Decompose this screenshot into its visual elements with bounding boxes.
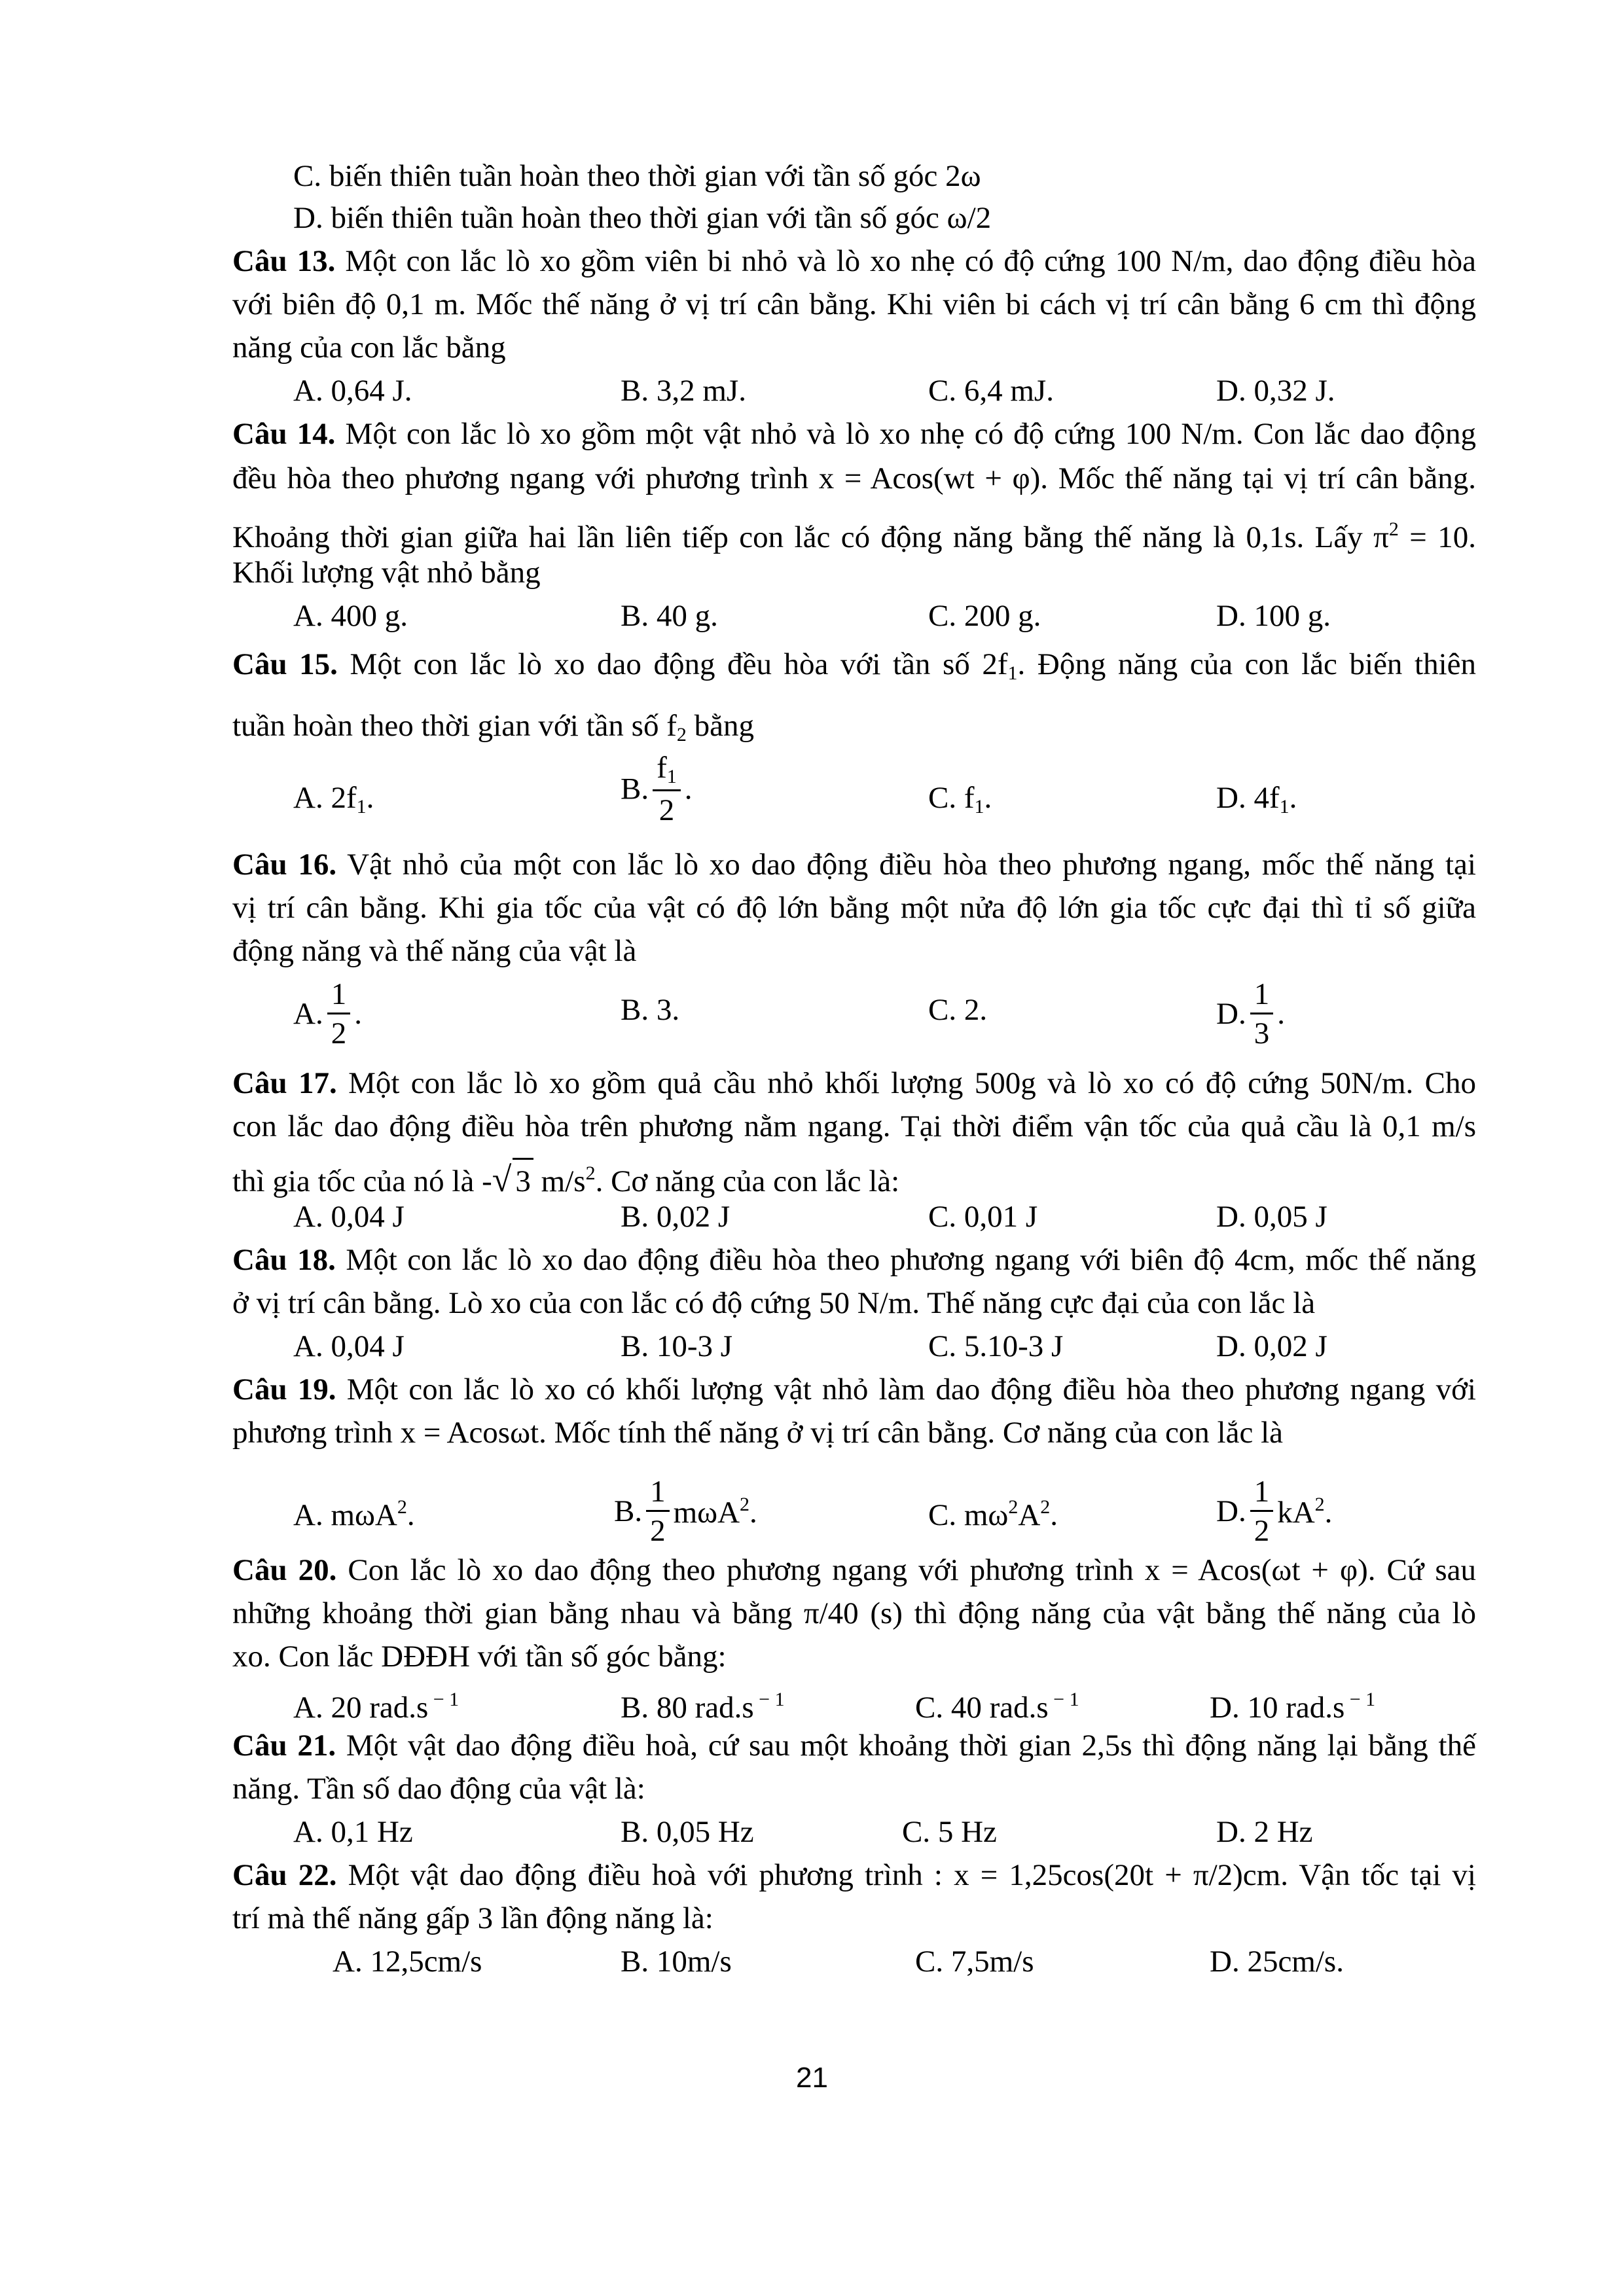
q14-option-b: B. 40 g. — [621, 599, 718, 633]
q13-line3: năng của con lắc bằng — [232, 331, 506, 365]
q13-option-a: A. 0,64 J. — [293, 374, 412, 408]
q15-line1: Câu 15. Một con lắc lò xo dao động đều hòa với tần số $2f_1$. Động năng của con lắc biến thiên — [232, 647, 1477, 684]
q16-option-a: A. $\frac{1}{2}$ . — [293, 977, 362, 1050]
prev-option-c: C. biến thiên tuần hoàn theo thời gian với tần số góc 2ω — [293, 159, 981, 193]
q17-sqrt: 3 — [513, 1158, 533, 1203]
q22-line2: trí mà thế năng gấp 3 lần động năng là: — [232, 1901, 713, 1935]
q13-option-d: D. 0,32 J. — [1216, 374, 1335, 408]
q16-a-fraction: $\frac{1}{2}$ — [327, 979, 351, 1049]
q14-option-c: C. 200 g. — [928, 599, 1041, 633]
q17-option-d: D. 0,05 J — [1216, 1200, 1327, 1234]
q13-line1: Câu 13. Một con lắc lò xo gồm viên bi nhỏ và lò xo nhẹ có độ cứng 100 N/m, dao động điều hòa — [232, 244, 1476, 278]
q14-line1: Câu 14. Một con lắc lò xo gồm một vật nhỏ và lò xo nhẹ có độ cứng 100 N/m. Con lắc dao động — [232, 417, 1476, 451]
q16-line2: vị trí cân bằng. Khi gia tốc của vật có độ lớn bằng một nửa độ lớn gia tốc cực đại thì tỉ số giữa — [232, 891, 1476, 925]
q21-option-a: A. 0,1 Hz — [293, 1815, 413, 1849]
q16-d-fraction: $\frac{1}{3}$ — [1250, 979, 1274, 1049]
q13-option-b: B. 3,2 mJ. — [621, 374, 746, 408]
q21-option-d: D. 2 Hz — [1216, 1815, 1313, 1849]
q18-label: Câu 18. — [232, 1243, 336, 1277]
q20-label: Câu 20. — [232, 1553, 337, 1587]
q21-option-c: C. 5 Hz — [902, 1815, 997, 1849]
q14-option-a: A. 400 g. — [293, 599, 408, 633]
q22-line1: Câu 22. Một vật dao động điều hoà với phương trình : x = 1,25cos(20t + π/2)cm. Vận tốc tại vị — [232, 1858, 1476, 1892]
q15-label: Câu 15. — [232, 647, 338, 681]
q20-option-b: B. 80 rad.s $^{- 1}$ — [621, 1689, 785, 1725]
q16-option-c: C. 2. — [928, 993, 988, 1027]
q17-line3: thì gia tốc của nó là -√ 3 $m/s^2$. Cơ năng của con lắc là: — [232, 1152, 899, 1203]
q18-option-c: C. 5.10-3 J — [928, 1329, 1064, 1363]
q15-option-c: C. $f_1$. — [928, 781, 992, 817]
q16-label: Câu 16. — [232, 848, 337, 882]
q19-option-c: C. $m\omega^2A^2$. — [928, 1496, 1058, 1532]
q20-line1: Câu 20. Con lắc lò xo dao động theo phương ngang với phương trình x = Acos(ωt + φ). Cứ sau — [232, 1553, 1476, 1587]
q17-option-c: C. 0,01 J — [928, 1200, 1038, 1234]
q19-line2: phương trình x = Acosωt. Mốc tính thế năng ở vị trí cân bằng. Cơ năng của con lắc là — [232, 1416, 1283, 1450]
q17-line1: Câu 17. Một con lắc lò xo gồm quả cầu nhỏ khối lượng 500g và lò xo có độ cứng 50N/m. Cho — [232, 1066, 1476, 1100]
q20-option-c: C. 40 rad.s $^{- 1}$ — [915, 1689, 1079, 1725]
q21-line2: năng. Tần số dao động của vật là: — [232, 1772, 645, 1806]
q22-option-c: C. 7,5m/s — [915, 1945, 1034, 1979]
q14-line3: Khoảng thời gian giữa hai lần liên tiếp con lắc có động năng bằng thế năng là 0,1s. Lấy $\pi^2 = 10$. — [232, 518, 1476, 554]
q22-option-d: D. 25cm/s. — [1210, 1945, 1344, 1979]
q15-line2: tuần hoàn theo thời gian với tần số $f_2$ bằng — [232, 709, 754, 745]
q18-option-d: D. 0,02 J — [1216, 1329, 1327, 1363]
q20-option-d: D. 10 rad.s $^{- 1}$ — [1210, 1689, 1376, 1725]
q14-line2: đều hòa theo phương ngang với phương trình x = Acos(wt + φ). Mốc thế năng tại vị trí cân bằng. — [232, 461, 1476, 495]
prev-option-d: D. biến thiên tuần hoàn theo thời gian với tần số góc ω/2 — [293, 201, 992, 235]
q16-line1: Câu 16. Vật nhỏ của một con lắc lò xo dao động điều hòa theo phương ngang, mốc thế năng tại — [232, 848, 1476, 882]
q18-option-a: A. 0,04 J — [293, 1329, 405, 1363]
q20-option-a: A. 20 rad.s $^{- 1}$ — [293, 1689, 460, 1725]
q22-option-a: A. 12,5cm/s — [333, 1945, 482, 1979]
q13-line2: với biên độ 0,1 m. Mốc thế năng ở vị trí cân bằng. Khi viên bi cách vị trí cân bằng 6 cm thì động — [232, 287, 1476, 321]
q15-b-fraction: $\frac{f_1}{2}$ — [653, 753, 681, 826]
q22-label: Câu 22. — [232, 1858, 337, 1892]
q20-line2: những khoảng thời gian bằng nhau và bằng π/40 (s) thì động năng của vật bằng thế năng của lò — [232, 1596, 1476, 1630]
q17-line2: con lắc dao động điều hòa trên phương nằm ngang. Tại thời điểm vận tốc của quả cầu là 0,1 m/s — [232, 1109, 1476, 1143]
q14-line4: Khối lượng vật nhỏ bằng — [232, 556, 541, 590]
q19-option-d: D. $\frac{1}{2}$ $kA^2$. — [1216, 1475, 1333, 1548]
q19-d-fraction: $\frac{1}{2}$ — [1250, 1477, 1274, 1547]
q17-option-a: A. 0,04 J — [293, 1200, 405, 1234]
q19-option-b: B. $\frac{1}{2}$ mωA$^2$. — [614, 1475, 757, 1548]
q17-label: Câu 17. — [232, 1066, 337, 1100]
q20-line3: xo. Con lắc DĐĐH với tần số góc bằng: — [232, 1640, 727, 1674]
q21-line1: Câu 21. Một vật dao động điều hoà, cứ sau một khoảng thời gian 2,5s thì động năng lại bằng thế — [232, 1729, 1476, 1763]
q13-label: Câu 13. — [232, 244, 336, 278]
q21-label: Câu 21. — [232, 1729, 336, 1763]
q15-option-d: D. $4f_1$. — [1216, 781, 1297, 817]
q22-option-b: B. 10m/s — [621, 1945, 732, 1979]
q15-option-a: A. $2f_1$. — [293, 781, 374, 817]
q14-label: Câu 14. — [232, 417, 336, 451]
q19-option-a: A. mωA$^2$. — [293, 1496, 415, 1532]
q14-option-d: D. 100 g. — [1216, 599, 1331, 633]
page-number: 21 — [796, 2062, 828, 2094]
q19-label: Câu 19. — [232, 1372, 336, 1407]
q13-option-c: C. 6,4 mJ. — [928, 374, 1054, 408]
q16-option-b: B. 3. — [621, 993, 680, 1027]
q19-line1: Câu 19. Một con lắc lò xo có khối lượng vật nhỏ làm dao động điều hòa theo phương ngang với — [232, 1372, 1476, 1407]
q16-option-d: D. $\frac{1}{3}$ . — [1216, 977, 1285, 1050]
q18-line1: Câu 18. Một con lắc lò xo dao động điều hòa theo phương ngang với biên độ 4cm, mốc thế năng — [232, 1243, 1476, 1277]
q21-option-b: B. 0,05 Hz — [621, 1815, 754, 1849]
q16-line3: động năng và thế năng của vật là — [232, 934, 637, 968]
q17-option-b: B. 0,02 J — [621, 1200, 731, 1234]
q18-option-b: B. 10-3 J — [621, 1329, 733, 1363]
q15-option-b: B. $\frac{f_1}{2}$ . — [621, 751, 693, 827]
q18-line2: ở vị trí cân bằng. Lò xo của con lắc có độ cứng 50 N/m. Thế năng cực đại của con lắc là — [232, 1286, 1316, 1320]
q19-b-fraction: $\frac{1}{2}$ — [646, 1477, 670, 1547]
